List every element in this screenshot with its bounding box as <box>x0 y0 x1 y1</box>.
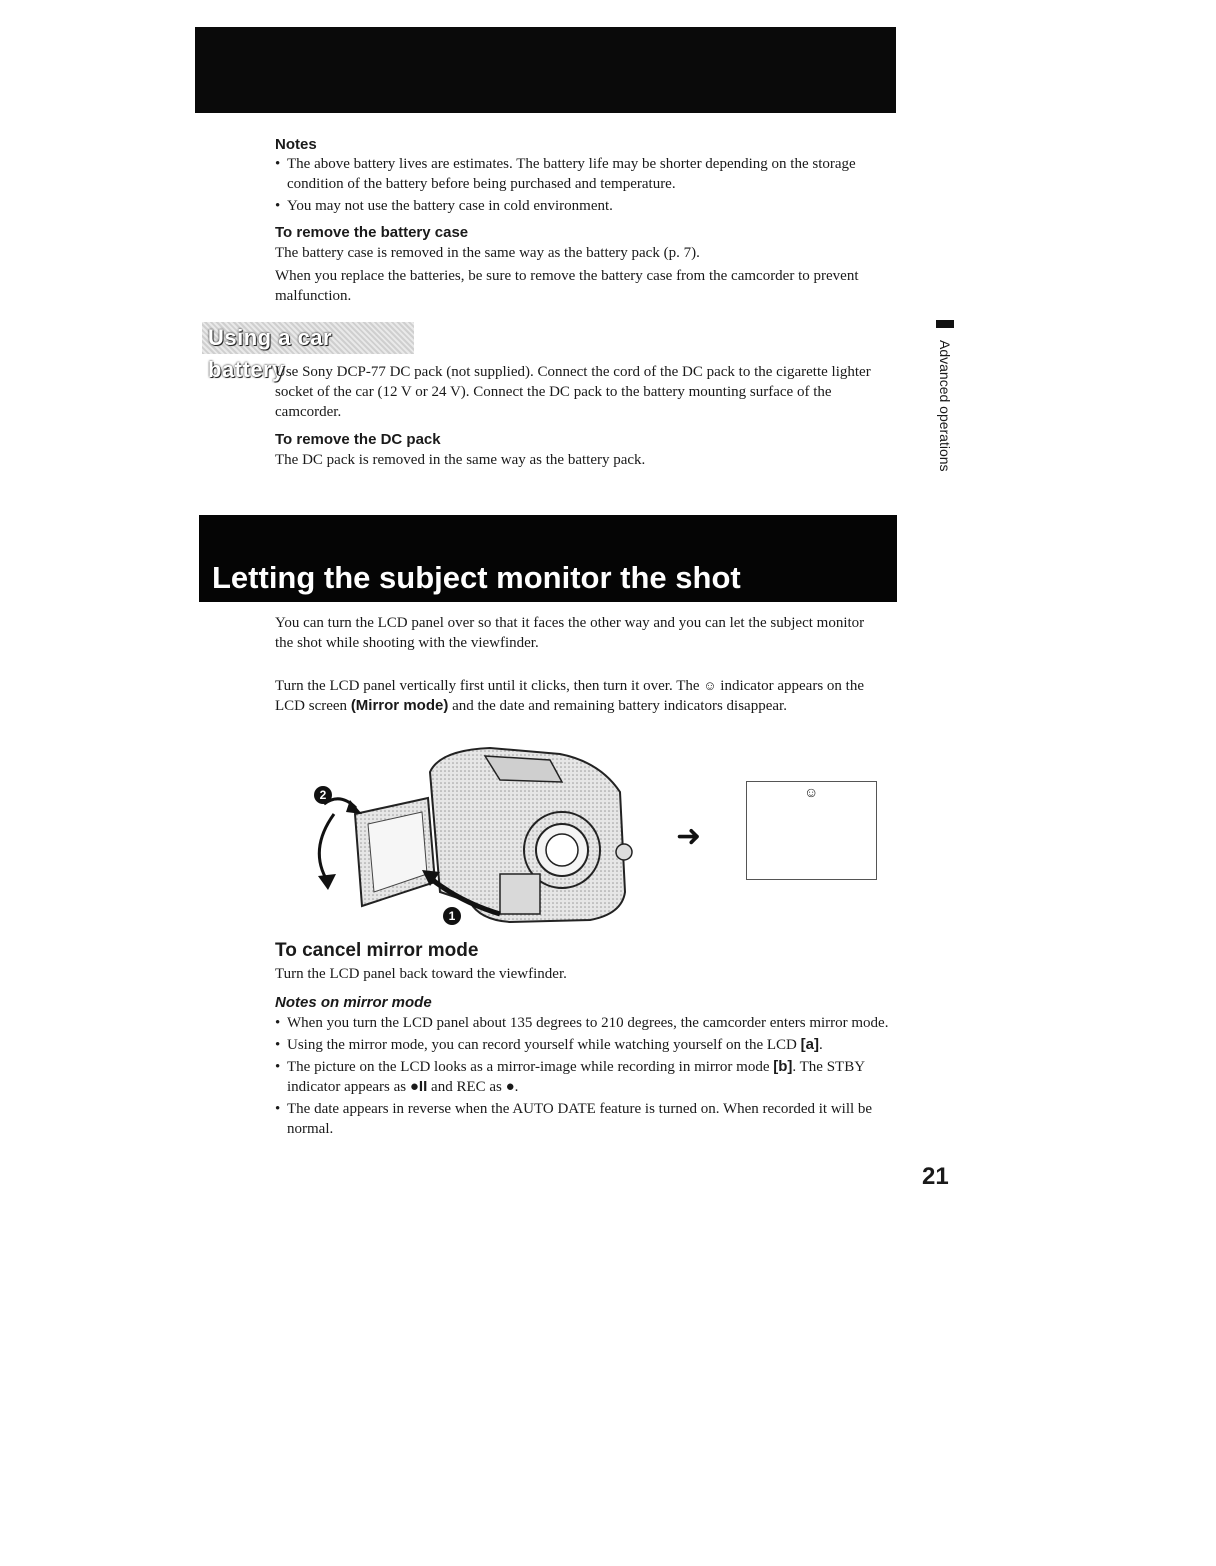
list-item: • You may not use the battery case in cold environment. <box>275 196 890 216</box>
mirror-indicator-icon: ☺ <box>703 678 717 693</box>
remove-case-text-1: The battery case is removed in the same way as the battery pack (p. 7). <box>275 245 700 261</box>
section-title: Letting the subject monitor the shot <box>212 560 741 595</box>
section-intro: You can turn the LCD panel over so that it faces the other way and you can let the subject monitor the shot while shooting with the viewfinder. <box>275 615 865 651</box>
mirror-indicator-icon: ☺ <box>804 786 819 801</box>
step-1-marker: 1 <box>443 907 461 925</box>
remove-case-text-2: When you replace the batteries, be sure to remove the battery case from the camcorder to prevent malfunction. <box>275 268 859 304</box>
stby-indicator: ●II <box>409 1078 428 1095</box>
remove-dc-text: The DC pack is removed in the same way as the battery pack. <box>275 452 646 468</box>
header-bar <box>195 27 896 113</box>
list-item: • The above battery lives are estimates. The battery life may be shorter depending on the storage condition of the battery before being purchased and temperature. <box>275 154 890 194</box>
rec-indicator: ● <box>505 1079 515 1095</box>
mirror-notes-list <box>275 1013 895 1141</box>
section-instructions: Turn the LCD panel vertically first until it clicks, then turn it over. The ☺ indicator appears on the LCD screen (Mirror mode) and the date and remaining battery indicators disappear. <box>275 678 864 714</box>
remove-case-heading: To remove the battery case <box>275 224 469 241</box>
page-number: 21 <box>922 1163 949 1190</box>
remove-dc-heading: To remove the DC pack <box>275 431 441 448</box>
step-2-marker: 2 <box>314 786 332 804</box>
car-battery-heading: Using a car battery <box>202 322 414 354</box>
list-item: • The date appears in reverse when the AUTO DATE feature is turned on. When recorded it will be normal. <box>275 1099 895 1139</box>
side-tab-label <box>930 340 960 485</box>
side-tab-text: Advanced operations <box>937 340 953 472</box>
lcd-screen-figure <box>746 781 877 880</box>
list-item: • When you turn the LCD panel about 135 degrees to 210 degrees, the camcorder enters mirror mode. <box>275 1013 895 1033</box>
car-battery-text: Use Sony DCP-77 DC pack (not supplied). Connect the cord of the DC pack to the cigarette lighter socket of the car (12 V or 24 V). Connect the DC pack to the battery mounting surface of the camcorder. <box>275 364 871 420</box>
cancel-mirror-heading: To cancel mirror mode <box>275 940 479 961</box>
notes-heading: Notes <box>275 136 317 153</box>
arrow-right-icon: ➜ <box>676 820 702 853</box>
camcorder-illustration <box>300 742 640 932</box>
list-item: • Using the mirror mode, you can record yourself while watching yourself on the LCD [a]. <box>275 1035 895 1055</box>
mirror-mode-label: (Mirror mode) <box>350 697 449 714</box>
notes-list <box>275 154 890 218</box>
cancel-mirror-text: Turn the LCD panel back toward the viewfinder. <box>275 966 567 982</box>
list-item: • The picture on the LCD looks as a mirror-image while recording in mirror mode [b]. The STBY indicator appears as ●II and REC as ●. <box>275 1057 895 1097</box>
mirror-notes-heading: Notes on mirror mode <box>275 994 432 1011</box>
side-tab-marker <box>936 320 954 328</box>
